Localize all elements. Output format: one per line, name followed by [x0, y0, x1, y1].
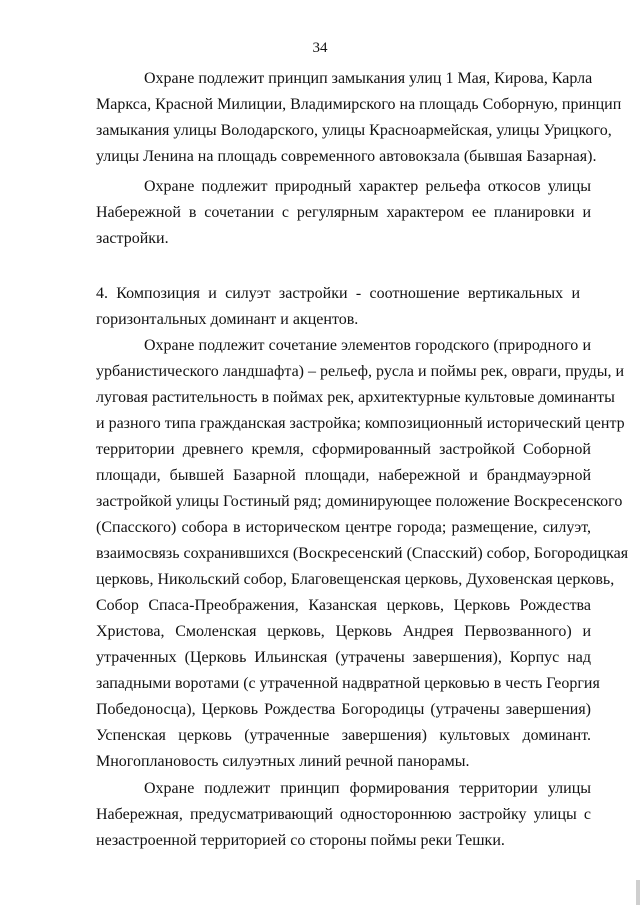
text-line: Охране подлежит принцип формирования территории улицы [144, 780, 591, 797]
text-line: утраченных (Церковь Ильинская (утрачены завершения), Корпус над [96, 649, 591, 666]
text-line: церковь, Никольский собор, Благовещенская церковь, Духовенская церковь, [96, 571, 615, 588]
text-line: улицы Ленина на площадь современного автовокзала (бывшая Базарная). [96, 148, 597, 165]
text-line: (Спасского) собора в историческом центре города; размещение, силуэт, [96, 519, 591, 536]
paragraph-landscape-elements [96, 333, 629, 775]
text-line: Охране подлежит природный характер рельефа откосов улицы [144, 178, 591, 195]
text-line: горизонтальных доминант и акцентов. [96, 311, 359, 328]
text-line: взаимосвязь сохранившихся (Воскресенский (Спасский) собор, Богородицкая [96, 545, 629, 562]
text-line: Маркса, Красной Милиции, Владимирского на площадь Соборную, принцип [96, 96, 622, 113]
text-line: урбанистического ландшафта) – рельеф, русла и поймы рек, овраги, пруды, и [96, 363, 625, 380]
text-line: Многоплановость силуэтных линий речной панорамы. [96, 753, 470, 770]
text-line: Охране подлежит принцип замыкания улиц 1 Мая, Кирова, Карла [144, 70, 593, 87]
text-line: Набережной в сочетании с регулярным характером ее планировки и [96, 204, 591, 221]
text-line: застройки. [96, 230, 169, 247]
text-line: замыкания улицы Володарского, улицы Красноармейская, улицы Урицкого, [96, 122, 612, 139]
paragraph-embankment [96, 776, 591, 854]
text-line: Победоносца), Церковь Рождества Богородицы (утрачены завершения) [96, 701, 591, 718]
text-line: Охране подлежит сочетание элементов городского (природного и [144, 337, 591, 354]
text-line: застройкой улицы Гостиный ряд; доминирующее положение Воскресенского [96, 493, 623, 510]
text-line: Набережная, предусматривающий одностороннюю застройку улицы с [96, 806, 591, 823]
scan-edge-mark [636, 880, 640, 905]
text-line: территории древнего кремля, сформированный застройкой Соборной [96, 441, 591, 458]
paragraph-street-closure [96, 66, 622, 170]
text-line: и разного типа гражданская застройка; композиционный исторический центр [96, 415, 625, 432]
text-line: незастроенной территорией со стороны поймы реки Тешки. [96, 832, 505, 849]
text-line: Успенская церковь (утраченные завершения) культовых доминант. [96, 727, 591, 744]
text-line: луговая растительность в поймах рек, архитектурные культовые доминанты [96, 389, 615, 406]
paragraph-relief [96, 174, 591, 252]
text-line: Христова, Смоленская церковь, Церковь Андрея Первозванного) и [96, 623, 591, 640]
page-number: 34 [312, 40, 328, 56]
text-line: Собор Спаса-Преображения, Казанская церковь, Церковь Рождества [96, 597, 591, 614]
text-line: 4. Композиция и силуэт застройки - соотношение вертикальных и [96, 285, 580, 302]
text-line: западными воротами (с утраченной надвратной церковью в честь Георгия [96, 675, 600, 692]
section-heading-composition [96, 281, 591, 333]
text-line: площади, бывшей Базарной площади, набережной и брандмауэрной [96, 467, 591, 484]
